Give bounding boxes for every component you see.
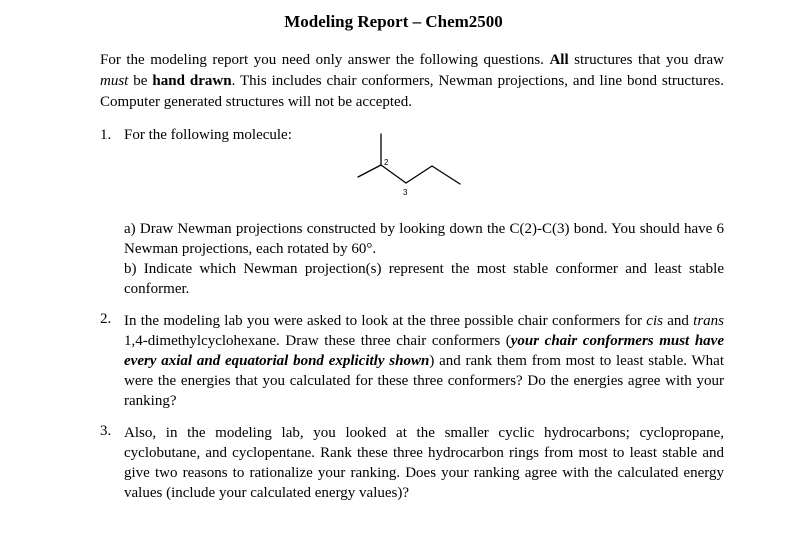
bond-c4-c5 [432, 166, 460, 184]
q2-emphasis: your chair conformers must have every axial and equatorial bond explicitly shown [124, 333, 724, 369]
intro-must-italic: must [100, 73, 129, 89]
q2-cis-italic: cis [646, 313, 663, 329]
question-1-parts [124, 219, 724, 299]
intro-hand-drawn-bold: hand drawn [152, 73, 232, 89]
intro-text-3: be [128, 73, 153, 89]
label-c2: 2 [384, 158, 389, 167]
q2-text-2: and [662, 313, 694, 329]
intro-text-1: For the modeling report you need only answer the following questions. [100, 52, 550, 68]
q2-text-4: ) and rank them from most to least stable. What were the energies that you calculated for these three conformers? Do the energies agree with your ranking? [124, 353, 725, 409]
molecule-structure [350, 133, 470, 203]
question-2-number: 2. [100, 311, 112, 327]
q2-text-3: 1,4-dimethylcyclohexane. Draw these three chair conformers ( [124, 333, 511, 349]
label-c3: 3 [403, 188, 408, 197]
question-1-number: 1. [100, 127, 112, 143]
bond-c2-c3 [381, 165, 406, 183]
intro-text-4: . This includes chair conformers, Newman projections, and line bond structures. Computer generated structures will not be accepted. [100, 73, 724, 110]
q2-text-1: In the modeling lab you were asked to look at the three possible chair conformers for [124, 313, 647, 329]
page-title: Modeling Report – Chem2500 [284, 12, 503, 31]
intro-paragraph [100, 50, 724, 113]
bond-c2-methyl-left [358, 165, 381, 177]
q2-trans-italic: trans [693, 313, 724, 329]
question-3-text: Also, in the modeling lab, you looked at the smaller cyclic hydrocarbons; cyclopropane, cyclobutane, and cyclopentane. Rank these three hydrocarbon rings from most to least stable and give two reasons to rationalize your ranking. Does your ranking agree with the calculated energy values (include your calculated energy values)? [124, 425, 724, 501]
question-1-prompt: For the following molecule: [124, 127, 292, 143]
intro-all-bold: All [549, 52, 569, 68]
intro-text-2: structures that you draw [568, 52, 724, 68]
bond-c3-c4 [406, 166, 432, 183]
question-3-number: 3. [100, 423, 112, 439]
question-1-part-b: b) Indicate which Newman projection(s) represent the most stable conformer and least stable conformer. [124, 261, 724, 297]
question-2-text [124, 311, 724, 411]
question-1-part-a: a) Draw Newman projections constructed by looking down the C(2)-C(3) bond. You should have 6 Newman projections, each rotated by 60°. [124, 221, 724, 257]
